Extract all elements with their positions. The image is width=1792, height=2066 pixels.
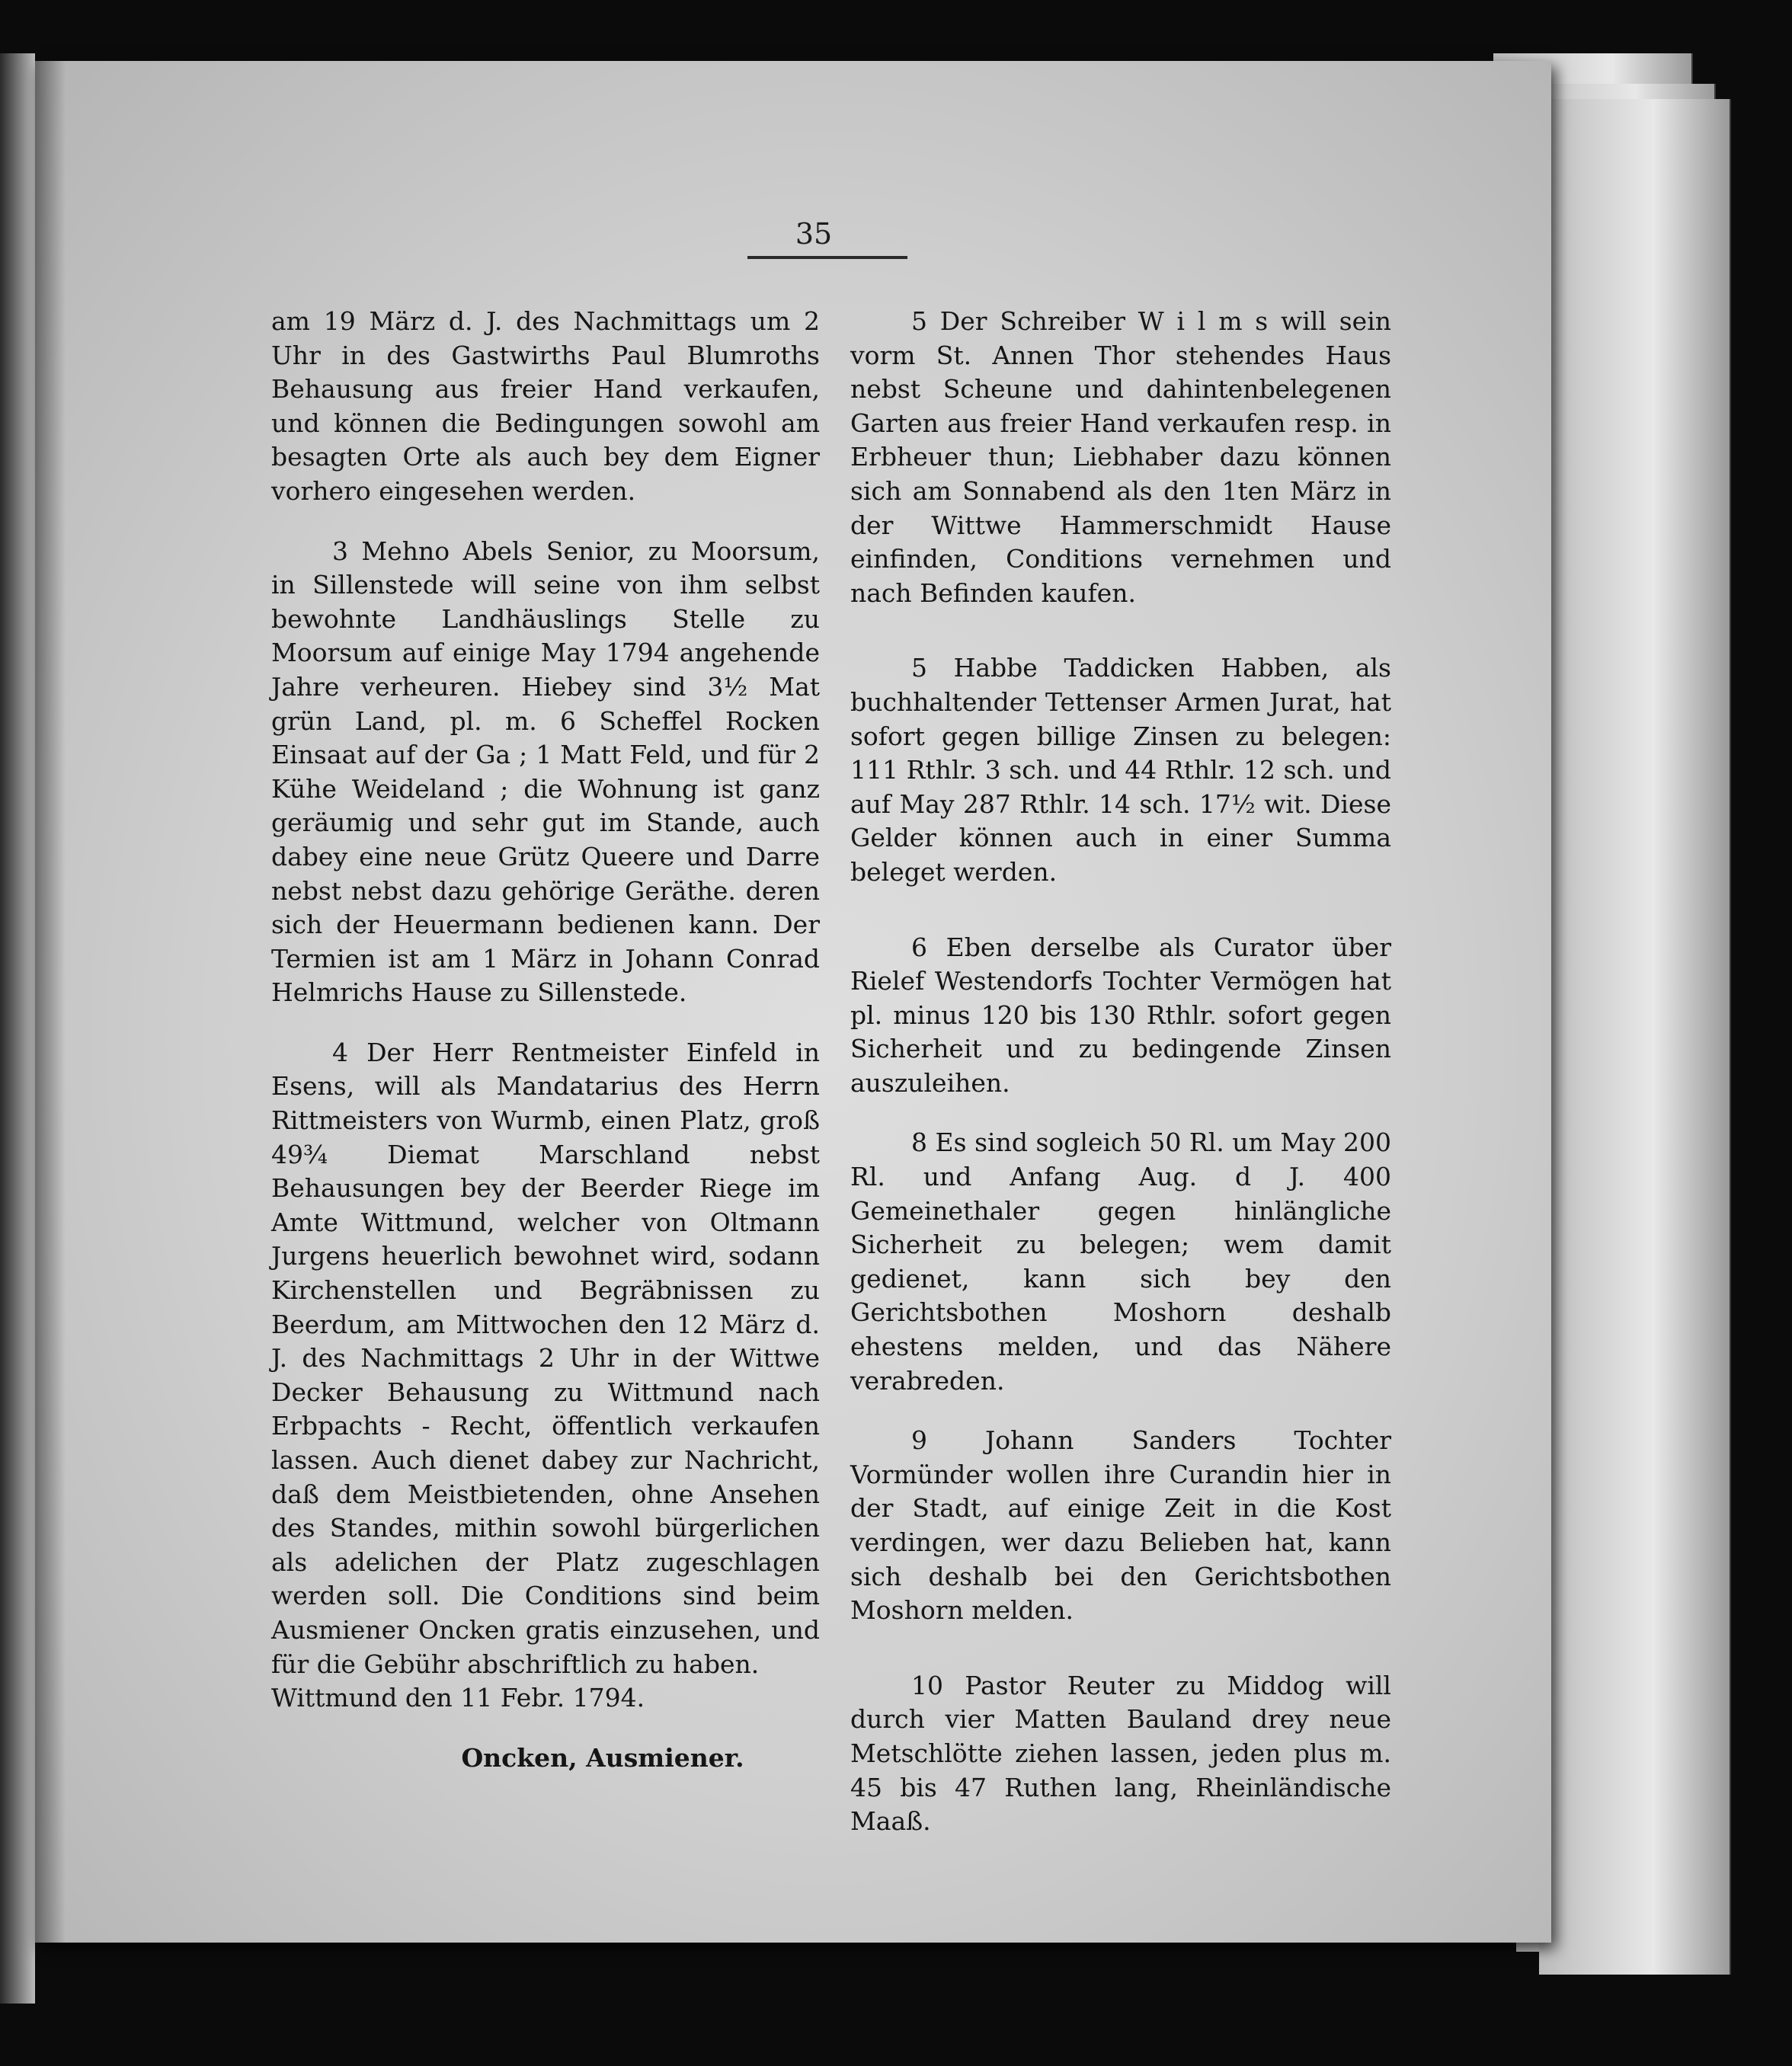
notice-paragraph: 10 Pastor Reuter zu Middog will durch vier Matten Bauland drey neue Metschlötte ziehen lassen, jeden plus m. 45 bis 47 Ruthen lang, Rheinländische Maaß. xyxy=(850,1670,1391,1837)
page-stack-edge xyxy=(1539,99,1731,1975)
page-number: 35 xyxy=(795,217,833,251)
notice-paragraph: 5 Der Schreiber W i l m s will sein vorm St. Annen Thor stehendes Haus nebst Scheune und dahintenbelegenen Garten aus freier Hand verkaufen resp. in Erbheuer thun; Liebhaber dazu können sich am Sonnabend als den 1ten März in der Wittwe Hammerschmidt Hause einfinden, Conditions vernehmen und nach Befinden kaufen. xyxy=(850,306,1391,608)
gutter-shadow xyxy=(35,61,66,1943)
notice-paragraph: am 19 März d. J. des Nachmittags um 2 Uhr in des Gastwirths Paul Blumroths Behausung aus freier Hand verkaufen, und können die Bedingungen sowohl am besagten Orte als auch bey dem Eigner vorhero eingesehen werden. xyxy=(271,306,820,506)
notice-paragraph: 6 Eben derselbe als Curator über Rielef Westendorfs Tochter Vermögen hat pl. minus 120 bis 130 Rthlr. sofort gegen Sicherheit und zu bedingende Zinsen auszuleihen. xyxy=(850,932,1391,1098)
notice-paragraph: 5 Habbe Taddicken Habben, als buchhaltender Tettenser Armen Jurat, hat sofort gegen billige Zinsen zu belegen: 111 Rthlr. 3 sch. und 44 Rthlr. 12 sch. und auf May 287 Rthlr. 14 sch. 17½ wit. Diese Gelder können auch in einer Summa beleget werden. xyxy=(850,653,1391,887)
notice-paragraph: 4 Der Herr Rentmeister Einfeld in Esens, will als Mandatarius des Herrn Rittmeisters von Wurmb, einen Platz, groß 49¾ Diemat Marschland nebst Behausungen bey der Beerder Riege im Amte Wittmund, welcher von Oltmann Jurgens heuerlich bewohnet wird, sodann Kirchenstellen und Begräbnissen zu Beerdum, am Mittwochen den 12 März d. J. des Nachmittags 2 Uhr in der Wittwe Decker Behausung zu Wittmund nach Erbpachts - Recht, öffentlich verkaufen lassen. Auch dienet dabey zur Nachricht, daß dem Meistbietenden, ohne Ansehen des Standes, mithin sowohl bürgerlichen als adelichen der Platz zugeschlagen werden soll. Die Conditions sind beim Ausmiener Oncken gratis einzusehen, und für die Gebühr abschriftlich zu haben. xyxy=(271,1037,820,1679)
notice-paragraph: 9 Johann Sanders Tochter Vormünder wollen ihre Curandin hier in der Stadt, auf einige Zeit in die Kost verdingen, wer dazu Belieben hat, kann sich deshalb bei den Gerichtsbothen Moshorn melden. xyxy=(850,1425,1391,1626)
left-page-edge xyxy=(0,53,35,2004)
notice-signature: Oncken, Ausmiener. xyxy=(461,1742,744,1773)
right-column xyxy=(850,305,1391,1839)
notice-paragraph: 3 Mehno Abels Senior, zu Moorsum, in Sillenstede will seine von ihm selbst bewohnte Landhäuslings Stelle zu Moorsum auf einige May 1794 angehende Jahre verheuren. Hiebey sind 3½ Mat grün Land, pl. m. 6 Scheffel Rocken Einsaat auf der Ga ; 1 Matt Feld, und für 2 Kühe Weideland ; die Wohnung ist ganz geräumig und sehr gut im Stande, auch dabey eine neue Grütz Queere und Darre nebst nebst dazu gehörige Geräthe. deren sich der Heuermann bedienen kann. Der Termien ist am 1 März in Johann Conrad Helmrichs Hause zu Sillenstede. xyxy=(271,536,820,1008)
page-number-rule xyxy=(747,256,907,259)
notice-paragraph: 8 Es sind sogleich 50 Rl. um May 200 Rl. und Anfang Aug. d J. 400 Gemeinethaler gegen hinlängliche Sicherheit zu belegen; wem damit gedienet, kann sich bey den Gerichtsbothen Moshorn deshalb ehestens melden, und das Nähere verabreden. xyxy=(850,1127,1391,1396)
document-page xyxy=(35,61,1551,1943)
notice-dateline: Wittmund den 11 Febr. 1794. xyxy=(271,1683,645,1713)
left-column xyxy=(271,305,820,1775)
